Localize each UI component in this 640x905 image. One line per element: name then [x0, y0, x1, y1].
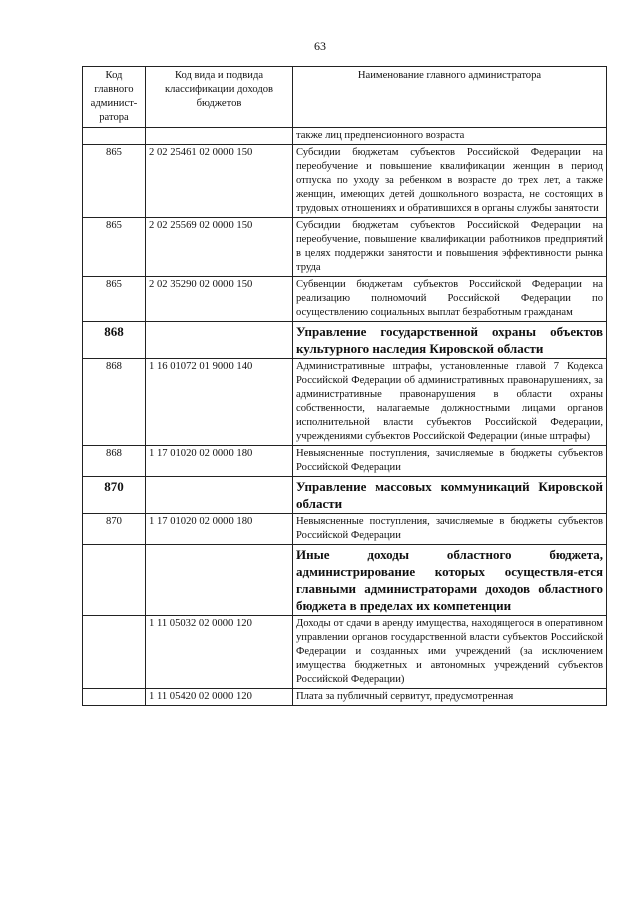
table-row	[83, 514, 607, 545]
table-row	[83, 359, 607, 446]
admin-name-cell: Субвенции бюджетам субъектов Российской Федерации на реализацию полномочий Российской Федерации по осуществлению социальных выплат безработным гражданам	[293, 277, 607, 322]
admin-code-cell	[83, 616, 146, 689]
admin-code-cell	[83, 689, 146, 706]
table-row	[83, 689, 607, 706]
admin-name-cell: Невыясненные поступления, зачисляемые в бюджеты субъектов Российской Федерации	[293, 514, 607, 545]
revenue-code-cell: 2 02 25569 02 0000 150	[146, 218, 293, 277]
admin-name-cell: Субсидии бюджетам субъектов Российской Федерации на переобучение, повышение квалификации работников предприятий в целях поддержки занятости и повышения эффективности рынка труда	[293, 218, 607, 277]
admin-name-cell: Невыясненные поступления, зачисляемые в бюджеты субъектов Российской Федерации	[293, 446, 607, 477]
admin-name-cell: Управление государственной охраны объектов культурного наследия Кировской области	[293, 322, 607, 359]
header-admin-name: Наименование главного администратора	[293, 67, 607, 128]
admin-name-cell: Административные штрафы, установленные главой 7 Кодекса Российской Федерации об административных правонарушениях, за административные правонарушения в области охраны собственности, налагаемые должностными лицами органов исполнительной власти субъектов Российской Федерации, учреждениями субъектов Российской Федерации (иные штрафы)	[293, 359, 607, 446]
admin-name-cell: также лиц предпенсионного возраста	[293, 128, 607, 145]
table-row	[83, 128, 607, 145]
table-row	[83, 277, 607, 322]
table-row	[83, 145, 607, 218]
admin-code-cell: 865	[83, 218, 146, 277]
admin-name-cell: Плата за публичный сервитут, предусмотренная	[293, 689, 607, 706]
admin-code-cell: 865	[83, 277, 146, 322]
admin-code-cell	[83, 545, 146, 616]
admin-code-cell: 870	[83, 477, 146, 514]
table-section-row	[83, 322, 607, 359]
revenue-code-cell: 1 17 01020 02 0000 180	[146, 446, 293, 477]
revenue-code-cell: 1 17 01020 02 0000 180	[146, 514, 293, 545]
table-body	[83, 128, 607, 706]
admin-code-cell: 865	[83, 145, 146, 218]
header-admin-code: Код главного админист-ратора	[83, 67, 146, 128]
revenue-code-cell	[146, 545, 293, 616]
administrators-table	[82, 66, 607, 706]
revenue-code-cell: 2 02 25461 02 0000 150	[146, 145, 293, 218]
revenue-code-cell: 1 16 01072 01 9000 140	[146, 359, 293, 446]
table-row	[83, 616, 607, 689]
page-number: 63	[314, 39, 326, 53]
revenue-code-cell: 1 11 05032 02 0000 120	[146, 616, 293, 689]
admin-name-cell: Субсидии бюджетам субъектов Российской Федерации на переобучение и повышение квалификации женщин в период отпуска по уходу за ребенком в возрасте до трех лет, а также женщин, имеющих детей дошкольного возраста, не состоящих в трудовых отношениях и обратившихся в органы службы занятости	[293, 145, 607, 218]
table-row	[83, 446, 607, 477]
admin-code-cell	[83, 128, 146, 145]
admin-code-cell: 868	[83, 322, 146, 359]
admin-name-cell: Управление массовых коммуникаций Кировской области	[293, 477, 607, 514]
revenue-code-cell	[146, 322, 293, 359]
header-revenue-code: Код вида и подвида классификации доходов бюджетов	[146, 67, 293, 128]
revenue-code-cell: 2 02 35290 02 0000 150	[146, 277, 293, 322]
admin-code-cell: 868	[83, 446, 146, 477]
table-section-row	[83, 545, 607, 616]
admin-code-cell: 868	[83, 359, 146, 446]
revenue-code-cell	[146, 477, 293, 514]
revenue-code-cell: 1 11 05420 02 0000 120	[146, 689, 293, 706]
admin-name-cell: Доходы от сдачи в аренду имущества, находящегося в оперативном управлении органов государственной власти субъектов Российской Федерации и созданных ими учреждений (за исключением имущества бюджетных и автономных учреждений субъектов Российской Федерации)	[293, 616, 607, 689]
admin-code-cell: 870	[83, 514, 146, 545]
admin-name-cell: Иные доходы областного бюджета, администрирование которых осуществля-ется главными администраторами доходов областного бюджета в пределах их компетенции	[293, 545, 607, 616]
table-row	[83, 218, 607, 277]
table-section-row	[83, 477, 607, 514]
table-header	[83, 67, 607, 128]
revenue-code-cell	[146, 128, 293, 145]
